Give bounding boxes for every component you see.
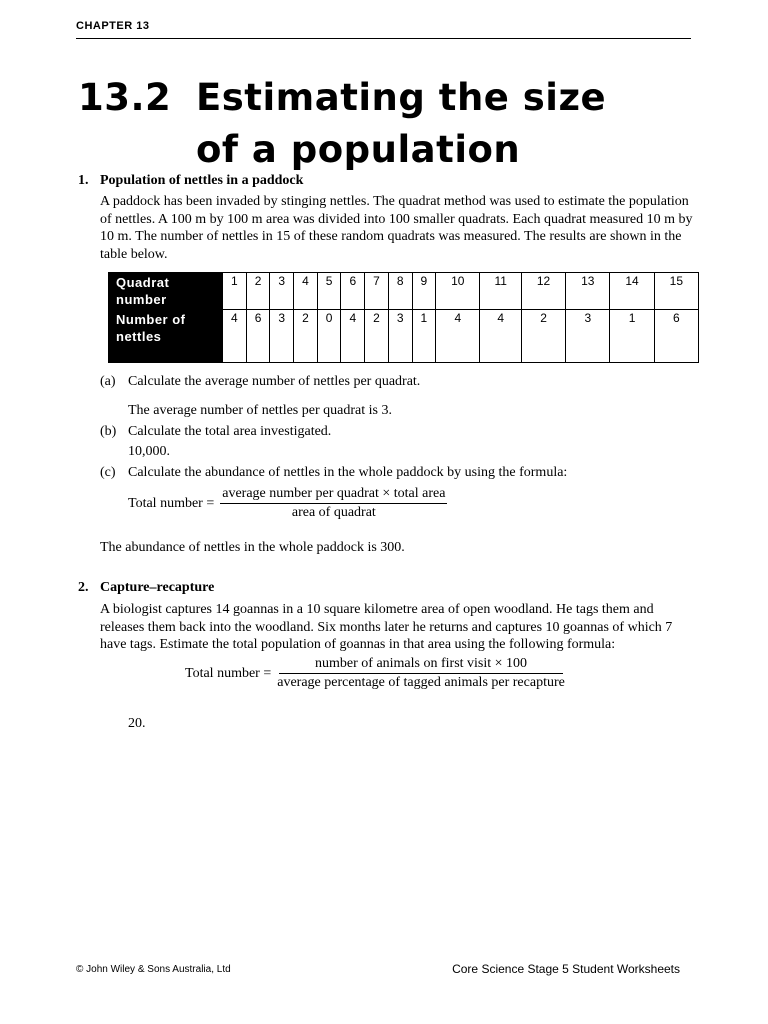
recapture-formula [185, 656, 565, 691]
table-cell: 6 [341, 273, 365, 310]
formula-denominator: area of quadrat [291, 505, 376, 520]
table-cell: 1 [223, 273, 247, 310]
table-cell: 2 [246, 273, 270, 310]
table-cell: 4 [436, 310, 480, 363]
table-cell: 14 [610, 273, 654, 310]
question-1-number: 1. [78, 173, 89, 188]
page-title [78, 72, 606, 176]
question-1b-text: Calculate the total area investigated. [128, 424, 332, 439]
table-cell: 3 [270, 310, 294, 363]
table-cell: 1 [610, 310, 654, 363]
table-cell: 7 [365, 273, 389, 310]
question-2-intro: A biologist captures 14 goannas in a 10 square kilometre area of open woodland. He tags them and releases them back into the woodland. Six months later he returns and captures 10 goannas of which 7 have tags. Estimate the total population of goannas in that area using the following formula: [100, 602, 673, 652]
table-cell: 15 [654, 273, 698, 310]
table-cell: 2 [365, 310, 389, 363]
answer-1a: The average number of nettles per quadrat is 3. [128, 403, 392, 418]
table-cell: 2 [521, 310, 565, 363]
table-cell: 0 [317, 310, 341, 363]
question-1-intro: A paddock has been invaded by stinging nettles. The quadrat method was used to estimate the population of nettles. A 100 m by 100 m area was divided into 100 smaller quadrats. Each quadrat measured 10 m by 10 m. The number of nettles in 15 of these random quadrats was measured. The results are shown in the table below. [100, 194, 693, 262]
question-1-heading [78, 173, 303, 189]
question-1a [100, 374, 420, 390]
table-cell: 4 [294, 273, 318, 310]
table-cell: 3 [388, 310, 412, 363]
formula-lhs: Total number = [128, 495, 215, 511]
table-cell: 8 [388, 273, 412, 310]
part-label: (b) [100, 424, 117, 439]
part-label: (a) [100, 374, 116, 389]
title-line-2: of a population [196, 128, 521, 171]
chapter-label: CHAPTER 13 [76, 20, 150, 32]
book-title-footer: Core Science Stage 5 Student Worksheets [452, 962, 680, 976]
title-line-1: Estimating the size [196, 76, 607, 119]
question-2-heading [78, 580, 214, 596]
formula-fraction [220, 486, 447, 521]
table-row [109, 310, 699, 363]
part-label: (c) [100, 465, 116, 480]
question-1c-text: Calculate the abundance of nettles in the whole paddock by using the formula: [128, 465, 568, 480]
question-1c [100, 465, 567, 481]
table-cell: 9 [412, 273, 436, 310]
table-cell: 12 [521, 273, 565, 310]
formula-numerator: average number per quadrat × total area [220, 486, 447, 504]
quadrat-number-header: Quadrat number [109, 273, 223, 310]
question-2-number: 2. [78, 580, 89, 595]
table-cell: 4 [223, 310, 247, 363]
table-cell: 3 [270, 273, 294, 310]
nettle-count-header: Number of nettles [109, 310, 223, 363]
table-cell: 4 [480, 310, 522, 363]
table-cell: 2 [294, 310, 318, 363]
question-1a-text: Calculate the average number of nettles per quadrat. [128, 374, 421, 389]
answer-1b: 10,000. [128, 444, 170, 459]
table-cell: 6 [246, 310, 270, 363]
question-2-title: Capture–recapture [100, 580, 215, 595]
answer-1c: The abundance of nettles in the whole paddock is 300. [100, 540, 405, 555]
answer-2: 20. [128, 716, 146, 731]
table-cell: 13 [566, 273, 610, 310]
table-row [109, 273, 699, 310]
nettles-table [108, 272, 699, 363]
copyright-footer: © John Wiley & Sons Australia, Ltd [76, 964, 231, 975]
table-cell: 3 [566, 310, 610, 363]
question-1-title: Population of nettles in a paddock [100, 173, 304, 188]
table-cell: 11 [480, 273, 522, 310]
formula-denominator: average percentage of tagged animals per recapture [277, 675, 565, 690]
formula-numerator: number of animals on first visit × 100 [279, 656, 563, 674]
header-rule [76, 38, 691, 39]
table-cell: 1 [412, 310, 436, 363]
formula-lhs: Total number = [185, 665, 272, 681]
table-cell: 10 [436, 273, 480, 310]
table-cell: 5 [317, 273, 341, 310]
table-cell: 4 [341, 310, 365, 363]
abundance-formula [128, 486, 447, 521]
section-number: 13.2 [78, 76, 172, 119]
formula-fraction [277, 656, 565, 691]
question-1b [100, 424, 331, 440]
table-cell: 6 [654, 310, 698, 363]
